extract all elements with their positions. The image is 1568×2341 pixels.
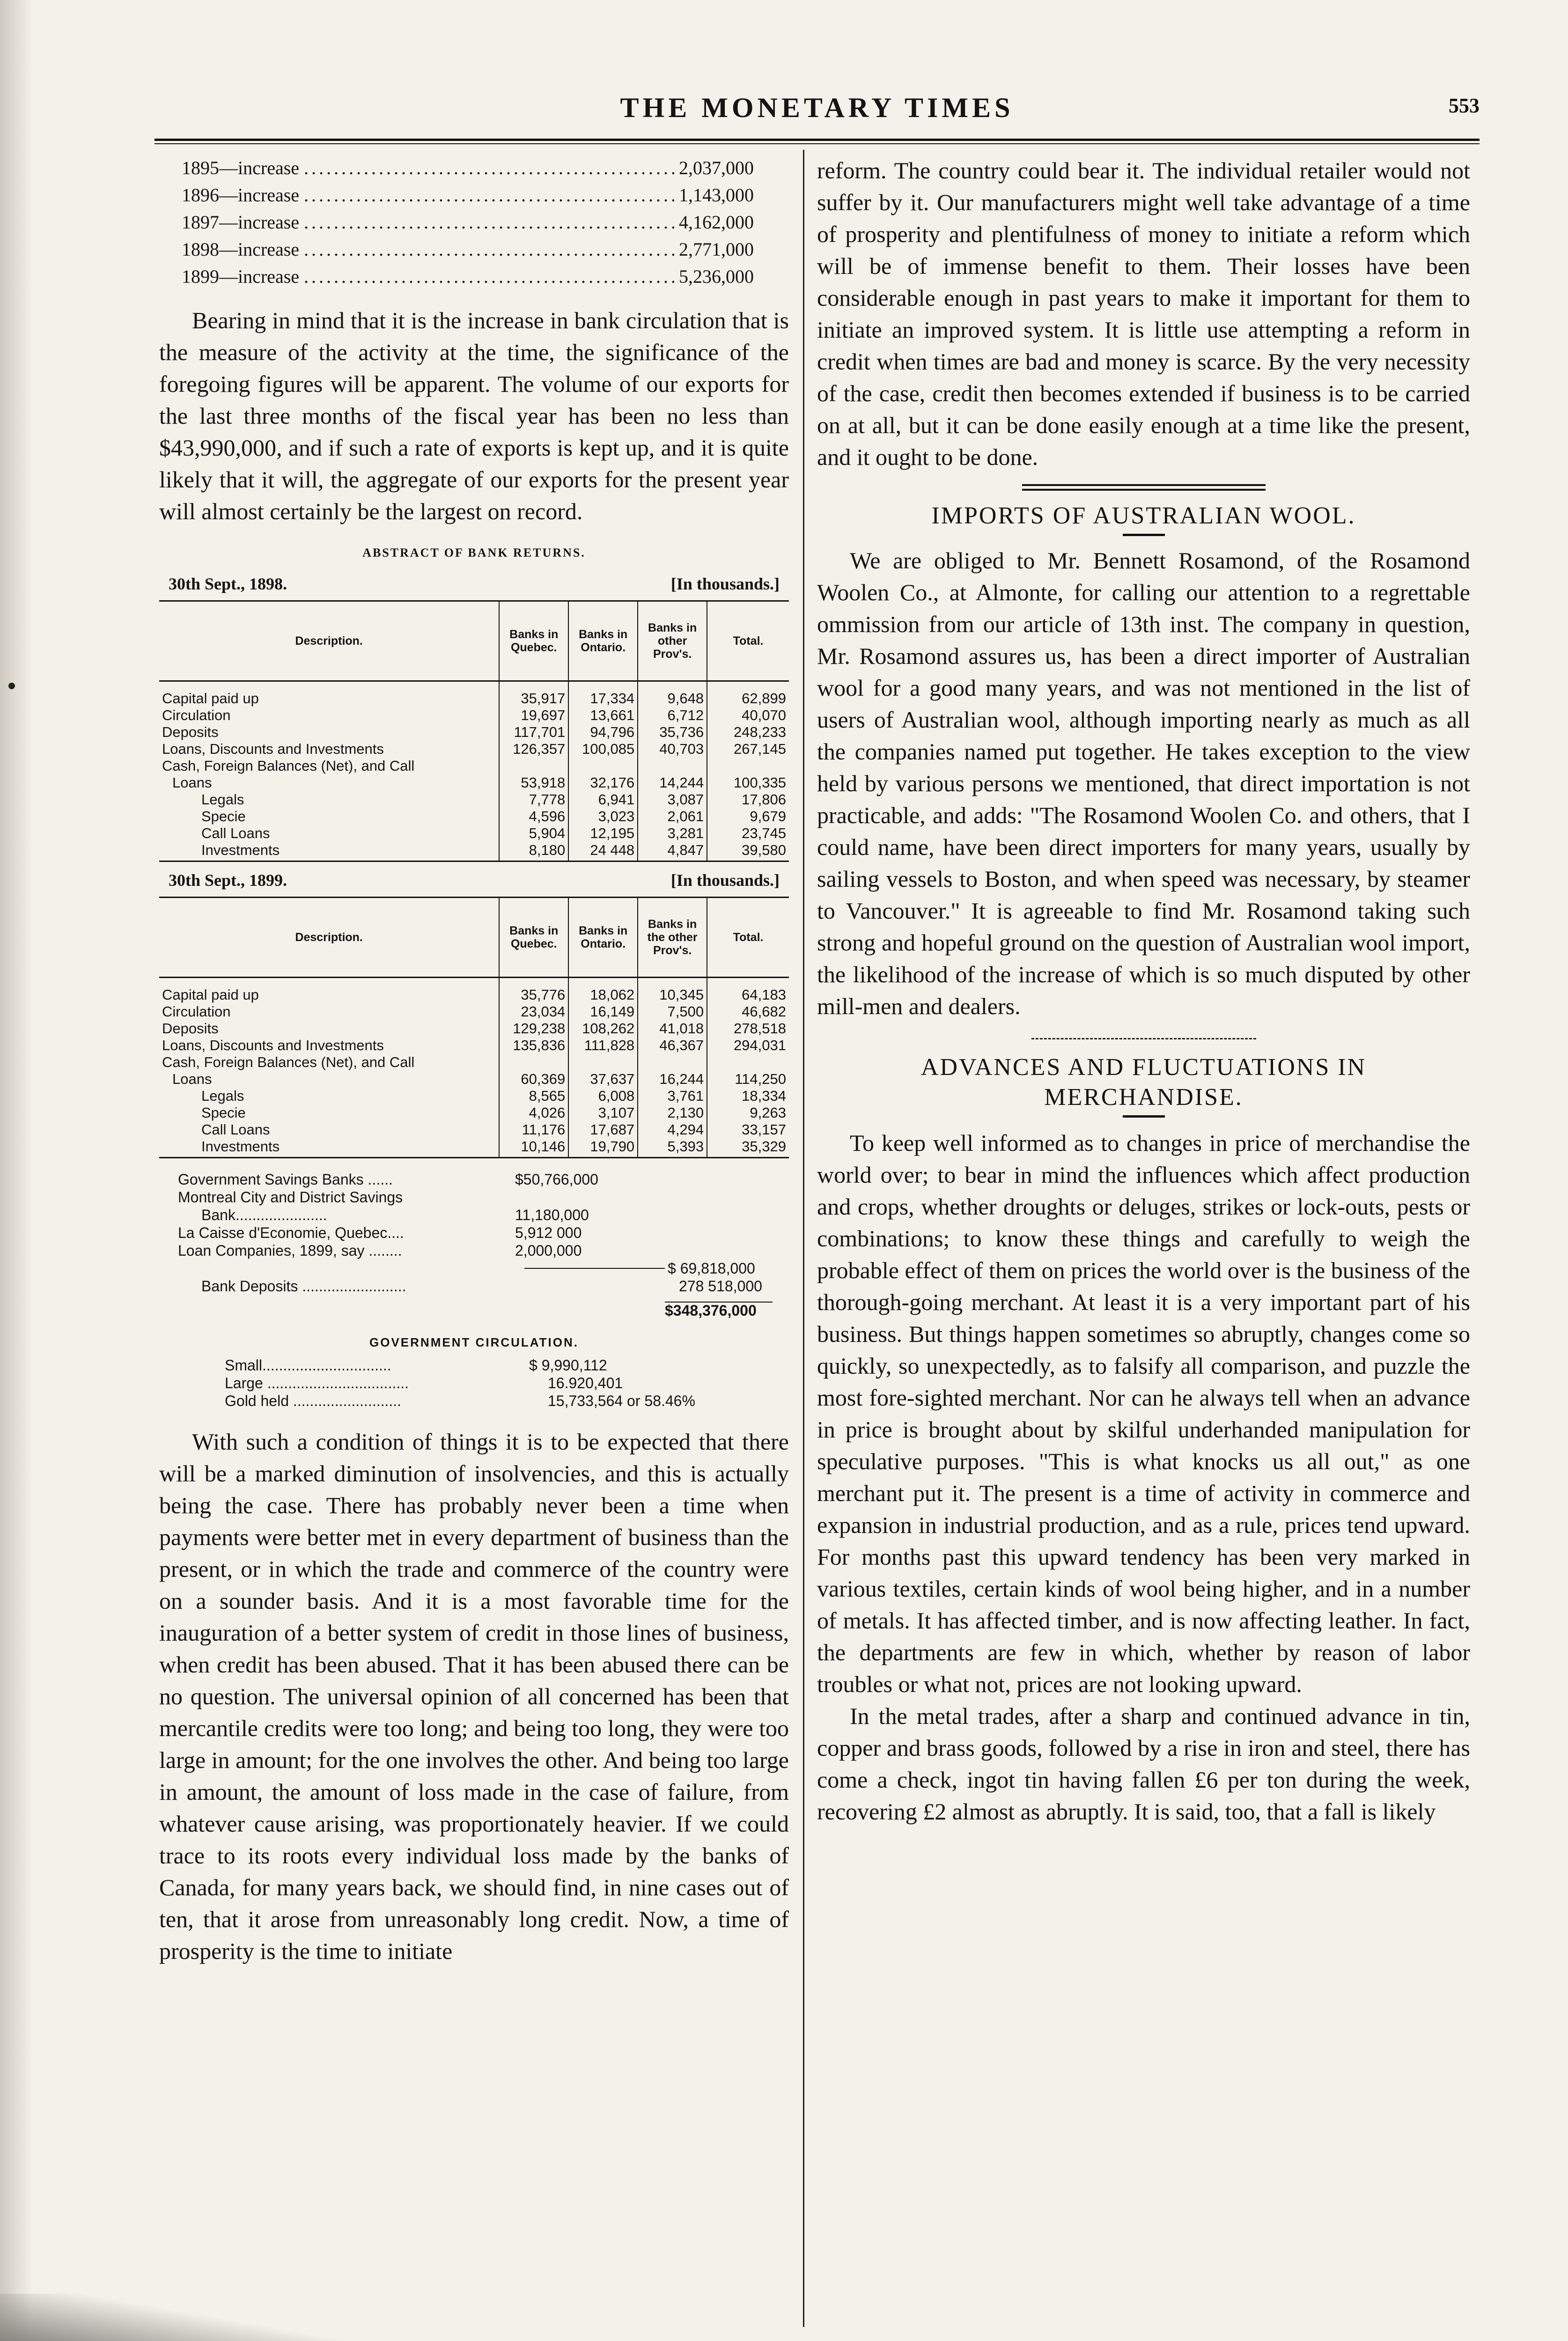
summary-line: Government Savings Banks ...... $50,766,000 [178,1171,598,1188]
table-row: Circulation 23,034 16,149 7,500 46,682 [159,1003,789,1020]
table-row: Legals 7,778 6,941 3,087 17,806 [159,791,789,808]
header-rule [155,139,1480,141]
paragraph-metal-trades: In the metal trades, after a sharp and continued advance in tin, copper and brass goods, followed by a rise in iron and steel, there has come a check, ingot tin having fallen £6 per ton during the week, recovering £2 almost as abruptly. It is said, too, that a fall is likely [817,1703,1470,1825]
heading-rule [1123,534,1165,536]
table-row: Circulation 19,697 13,661 6,712 40,070 [159,707,789,724]
page-header [155,92,1480,134]
column-header: Banks in the other Prov's. [638,898,707,978]
heading-rule [1123,1115,1165,1118]
paragraph-reform: reform. The country could bear it. The individual retailer would not suffer by it. Our manufacturers might well take advantage of a time of prosperity and plentifulness of money to initiate a reform which will be of immense benefit to them. Their losses have been considerable enough in past years to make it important for them to initiate an improved system. It is little use attempting a reform in credit when times are bad and money is scarce. By the very necessity of the case, credit then becomes extended if business is to be carried on at all, but it can be done easily enough at a time like the present, and it ought to be done. [817,157,1470,470]
increase-row: 1898—increase ..... 2,771,000 [182,236,754,263]
savings-summary [159,1170,789,1410]
table-1899-meta [169,870,780,890]
table-row: Specie 4,026 3,107 2,130 9,263 [159,1104,789,1121]
summary-line: $ 69,818,000 [159,1259,789,1277]
bank-returns-table-1899 [159,897,789,1158]
table-1899-unit: [In thousands.] [670,871,780,890]
column-header: Banks in Ontario. [568,601,638,681]
table-row: Cash, Foreign Balances (Net), and Call [159,1054,789,1071]
table-1898-unit: [In thousands.] [670,574,780,593]
table-row: Call Loans 5,904 12,195 3,281 23,745 [159,825,789,842]
paragraph-merchandise-prices: To keep well informed as to changes in price of merchandise the world over; to bear in mind the influences which affect production and crops, whether droughts or deluges, strikes or lock-outs, pests or combinations; to know these things and carefully to weigh the probable effect of them on prices the world over is the business of the thorough-going merchant. At least it is a very important part of his business. But things happen sometimes so abruptly, changes come so quickly, so unexpectedly, as to falsify all comparison, and puzzle the most fore-sighted merchant. Nor can he always tell when an advance in price is brought about by skilful underhanded manipulation for speculative purposes. "This is what knocks us all out," as one merchant put it. The present is a time of activity in commerce and expansion in industrial production, and as a rule, prices tend upward. For months past this upward tendency has been very marked in various textiles, certain kinds of wool being higher, and in a number of metals. It has affected timber, and is now affecting leather. In fact, the departments are few in which, whether by reason of labor troubles or what not, prices are not looking upward. [817,1130,1470,1697]
bank-returns-table-1898 [159,600,789,862]
summary-line: Montreal City and District Savings [178,1189,403,1206]
paragraph-rosamond: We are obliged to Mr. Bennett Rosamond, of the Rosamond Woolen Co., at Almonte, for calling our attention to a regrettable ommission from our article of 13th inst. The company in question, Mr. Rosamond assures us, has been a direct importer of Australian wool for a good many years, and was not mentioned in the list of users of Australian wool, although importing nearly as much as all the companies named put together. He takes exception to the view held by various persons we mentioned, that direct importation is not practicable, and adds: "The Rosamond Woolen Co. and others, that I could name, have been direct importers for many years, usually by sailing vessels to Boston, and when speed was necessary, by steamer to Vancouver." It is agreeable to find Mr. Rosamond taking such strong and hopeful ground on the question of Australian wool import, the likelihood of the increase of which is so much disputed by other mill-men and dealers. [817,547,1470,1019]
column-header: Banks in Ontario. [568,898,638,978]
table-row: Loans, Discounts and Investments 126,357 100,085 40,703 267,145 [159,741,789,758]
increase-row: 1897—increase ..... 4,162,000 [182,209,754,236]
page-edge-shadow [0,0,33,2341]
running-title: THE MONETARY TIMES [620,92,1014,123]
page-number: 553 [1449,94,1480,117]
summary-line: Small............................... $ 9,990,112 [225,1357,607,1374]
increase-row: 1896—increase ..... 1,143,000 [182,182,754,209]
table-row: Investments 10,146 19,790 5,393 35,329 [159,1138,789,1158]
paragraph-bank-circulation: Bearing in mind that it is the increase in bank circulation that is the measure of the activity at the time, the significance of the foregoing figures will be apparent. The volume of our exports for the last three months of the fiscal year has been no less than $43,990,000, and if such a rate of exports is kept up, and it is quite likely that it will, the aggregate of our exports for the present year will almost certainly be the largest on record. [159,307,789,524]
table-row: Deposits 129,238 108,262 41,018 278,518 [159,1020,789,1037]
table-row: Specie 4,596 3,023 2,061 9,679 [159,808,789,825]
summary-line: Gold held .......................... 15,733,564 or 58.46% [225,1392,695,1409]
summary-line: Bank Deposits ......................... 278 518,000 [201,1278,762,1295]
heading-advances-fluctuations: ADVANCES AND FLUCTUATIONS IN MERCHANDISE. [920,1054,1367,1111]
heading-australian-wool: IMPORTS OF AUSTRALIAN WOOL. [931,502,1356,529]
column-header: Banks in Quebec. [499,601,568,681]
margin-dot [8,683,15,689]
column-header: Total. [707,601,789,681]
increase-list [178,155,754,290]
table-1898-date: 30th Sept., 1898. [169,574,287,593]
column-header: Total. [707,898,789,978]
abstract-title: ABSTRACT OF BANK RETURNS. [362,546,586,559]
table-row: Loans 53,918 32,176 14,244 100,335 [159,774,789,791]
paragraph-insolvencies: With such a condition of things it is to be expected that there will be a marked diminution of insolvencies, and this is actually being the case. There has probably never been a time when payments were better met in every department of business than the present, or in which the trade and commerce of the country were on a sounder basis. And it is a most favorable time for the inauguration of a better system of credit in those lines of business, when credit has been abused. That it has been abused there can be no question. The universal opinion of all concerned has been that mercantile credits were too long; and being too long, they were too large in amount; for the one involves the other. And being too large in amount, the amount of loss made in the case of failure, from whatever cause arising, was proportionately heavier. If we could trace to its roots every individual loss made by the banks of Canada, for many years back, we should find, in nine cases out of ten, that it arose from unreasonably long credit. Now, a time of prosperity is the time to initiate [159,1428,789,1964]
section-divider [1022,484,1266,491]
column-header: Banks in other Prov's. [638,601,707,681]
summary-line: $348,376,000 [159,1302,789,1319]
left-column [159,155,789,1967]
table-row: Investments 8,180 24 448 4,847 39,580 [159,842,789,861]
summary-line: Loan Companies, 1899, say ........ 2,000,000 [178,1242,582,1259]
table-row: Loans 60,369 37,637 16,244 114,250 [159,1071,789,1088]
government-circulation-title: GOVERNMENT CIRCULATION. [369,1335,579,1349]
table-1898-meta [169,574,780,594]
table-row: Cash, Foreign Balances (Net), and Call [159,758,789,774]
column-header: Description. [159,898,499,978]
column-header: Banks in Quebec. [499,898,568,978]
table-row: Legals 8,565 6,008 3,761 18,334 [159,1088,789,1104]
header-rule-thin [155,143,1480,144]
table-row: Call Loans 11,176 17,687 4,294 33,157 [159,1121,789,1138]
increase-row: 1895—increase ..... 2,037,000 [182,155,754,182]
section-divider [1031,1038,1256,1039]
summary-line: Large .................................. 16.920,401 [225,1375,623,1391]
summary-line: La Caisse d'Economie, Quebec.... 5,912 000 [178,1224,582,1241]
table-row: Capital paid up 35,776 18,062 10,345 64,183 [159,978,789,1004]
summary-line: Bank...................... 11,180,000 [201,1207,589,1223]
column-header: Description. [159,601,499,681]
table-row: Capital paid up 35,917 17,334 9,648 62,899 [159,681,789,707]
table-row: Deposits 117,701 94,796 35,736 248,233 [159,724,789,741]
right-column [817,155,1470,1827]
table-row: Loans, Discounts and Investments 135,836 111,828 46,367 294,031 [159,1037,789,1054]
column-divider [803,150,804,2327]
table-1899-date: 30th Sept., 1899. [169,871,287,890]
increase-row: 1899—increase ..... 5,236,000 [182,263,754,290]
page-corner-shadow [0,2294,421,2341]
